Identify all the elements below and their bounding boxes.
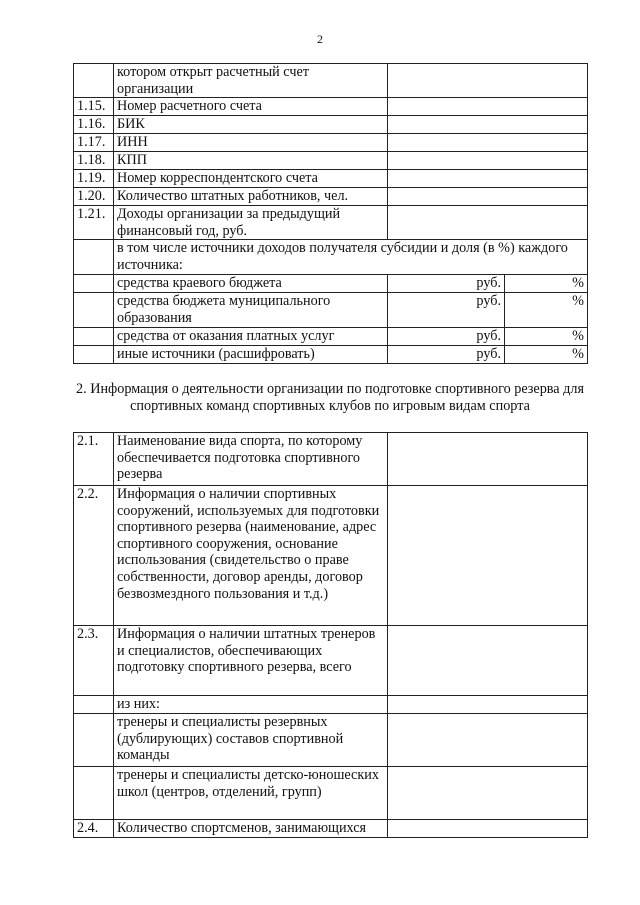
row-label: тренеры и специалисты детско-юношеских школ (центров, отделений, групп) [114, 767, 388, 820]
value-cell [388, 486, 588, 626]
income-sources-header: в том числе источники доходов получателя субсидии и доля (в %) каждого источника: [114, 240, 588, 275]
row-number [74, 240, 114, 275]
row-label: БИК [114, 116, 388, 134]
value-cell [388, 767, 588, 820]
organization-info-table [73, 63, 588, 364]
value-cell [388, 152, 588, 170]
row-label: КПП [114, 152, 388, 170]
table-row [74, 820, 588, 838]
row-number: 2.1. [74, 433, 114, 486]
table-row [74, 486, 588, 626]
row-label: Номер расчетного счета [114, 98, 388, 116]
value-cell [388, 626, 588, 696]
percent-unit: % [505, 275, 588, 293]
row-number [74, 767, 114, 820]
value-cell [388, 64, 588, 98]
table-row [74, 64, 588, 98]
income-source-label: иные источники (расшифровать) [114, 346, 388, 364]
percent-unit: % [505, 293, 588, 328]
value-cell [388, 134, 588, 152]
row-number: 1.17. [74, 134, 114, 152]
row-label: Доходы организации за предыдущий финансовый год, руб. [114, 206, 388, 240]
row-number [74, 696, 114, 714]
row-number: 1.21. [74, 206, 114, 240]
income-source-label: средства от оказания платных услуг [114, 328, 388, 346]
row-label: Информация о наличии штатных тренеров и специалистов, обеспечивающих подготовку спортивного резерва, всего [114, 626, 388, 696]
row-number: 2.4. [74, 820, 114, 838]
value-cell [388, 820, 588, 838]
table-row [74, 626, 588, 696]
row-number [74, 328, 114, 346]
row-number [74, 293, 114, 328]
value-cell [388, 206, 588, 240]
row-label: котором открыт расчетный счет организации [114, 64, 388, 98]
table-row [74, 346, 588, 364]
page-number: 2 [317, 32, 323, 46]
row-number: 2.2. [74, 486, 114, 626]
row-number: 2.3. [74, 626, 114, 696]
table-row [74, 98, 588, 116]
row-number: 1.18. [74, 152, 114, 170]
row-label: Количество спортсменов, занимающихся [114, 820, 388, 838]
rub-unit: руб. [388, 346, 505, 364]
value-cell [388, 170, 588, 188]
table-row [74, 696, 588, 714]
row-label: Наименование вида спорта, по которому обеспечивается подготовка спортивного резерва [114, 433, 388, 486]
row-label: Номер корреспондентского счета [114, 170, 388, 188]
table-row [74, 767, 588, 820]
table-row [74, 275, 588, 293]
income-source-label: средства бюджета муниципального образования [114, 293, 388, 328]
value-cell [388, 116, 588, 134]
value-cell [388, 696, 588, 714]
row-number: 1.19. [74, 170, 114, 188]
table-row [74, 240, 588, 275]
row-number [74, 275, 114, 293]
sports-reserve-table [73, 432, 588, 838]
table-row [74, 328, 588, 346]
rub-unit: руб. [388, 328, 505, 346]
sub-header: из них: [114, 696, 388, 714]
row-label: Информация о наличии спортивных сооружений, используемых для подготовки спортивного резерва (наименование, адрес спортивного сооружения, основание использования (свидетельство о праве собственности, договор аренды, договор безвозмездного пользования и т.д.) [114, 486, 388, 626]
percent-unit: % [505, 346, 588, 364]
table-row [74, 134, 588, 152]
row-number [74, 64, 114, 98]
percent-unit: % [505, 328, 588, 346]
table-row [74, 116, 588, 134]
table-row [74, 293, 588, 328]
table-row [74, 188, 588, 206]
row-label: ИНН [114, 134, 388, 152]
row-number: 1.16. [74, 116, 114, 134]
value-cell [388, 714, 588, 767]
table-row [74, 433, 588, 486]
income-source-label: средства краевого бюджета [114, 275, 388, 293]
rub-unit: руб. [388, 293, 505, 328]
row-number [74, 714, 114, 767]
section-2-heading: 2. Информация о деятельности организации по подготовке спортивного резерва для спортивных команд спортивных клубов по игровым видам спорта [76, 381, 584, 414]
rub-unit: руб. [388, 275, 505, 293]
value-cell [388, 433, 588, 486]
row-number: 1.20. [74, 188, 114, 206]
table-row [74, 170, 588, 188]
table-row [74, 206, 588, 240]
table-row [74, 714, 588, 767]
value-cell [388, 188, 588, 206]
row-label: тренеры и специалисты резервных (дублирующих) составов спортивной команды [114, 714, 388, 767]
value-cell [388, 98, 588, 116]
row-number [74, 346, 114, 364]
row-label: Количество штатных работников, чел. [114, 188, 388, 206]
row-number: 1.15. [74, 98, 114, 116]
table-row [74, 152, 588, 170]
